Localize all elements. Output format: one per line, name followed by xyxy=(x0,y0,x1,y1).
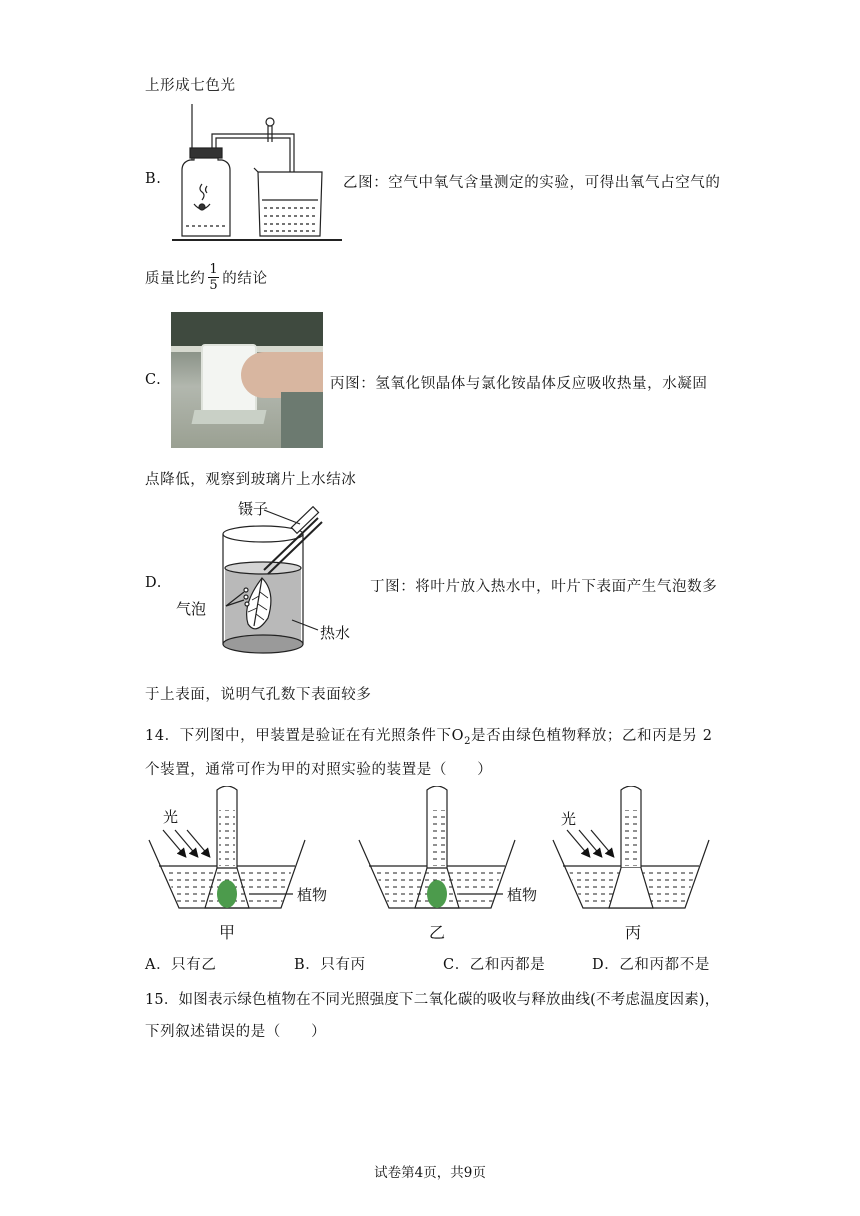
question-14-line2: 个装置，通常可作为甲的对照实验的装置是（ ） xyxy=(145,762,493,778)
option-d-text: 丁图：将叶片放入热水中，叶片下表面产生气泡数多 xyxy=(370,579,718,595)
figure-caption: 丙 xyxy=(625,923,642,942)
option-a[interactable]: A．只有乙 xyxy=(145,957,217,973)
plant-label: 植物 xyxy=(507,886,538,904)
text-line: 上形成七色光 xyxy=(145,78,236,94)
light-label: 光 xyxy=(163,808,179,826)
q14-figures xyxy=(145,786,715,946)
leaf-hot-water-figure xyxy=(168,496,368,668)
figure-caption: 乙 xyxy=(429,923,446,942)
question-14-line1 xyxy=(145,724,713,747)
fraction xyxy=(208,262,219,293)
option-b-continued xyxy=(145,262,268,293)
option-d[interactable]: D．乙和丙都不是 xyxy=(592,957,710,973)
option-b[interactable]: B．只有丙 xyxy=(294,957,366,973)
hot-water-label: 热水 xyxy=(320,624,351,642)
oxygen-measurement-figure xyxy=(172,104,347,246)
option-b-text: 乙图：空气中氧气含量测定的实验，可得出氧气占空气的 xyxy=(343,175,721,191)
option-d-label: D. xyxy=(145,575,162,591)
question-15-line1: 15．如图表示绿色植物在不同光照强度下二氧化碳的吸收与释放曲线(不考虑温度因素)， xyxy=(145,992,720,1008)
text-fragment: 14．下列图中，甲装置是验证在有光照条件下 xyxy=(145,728,452,744)
fraction-numerator: 1 xyxy=(209,262,219,277)
text-fragment: 是否由绿色植物释放；乙和丙是另 2 xyxy=(471,728,713,744)
option-c-label: C. xyxy=(145,372,162,388)
question-15-line2: 下列叙述错误的是（ ） xyxy=(145,1024,327,1040)
text-fragment: 质量比约 xyxy=(145,271,206,287)
o2-formula: $O_2$ xyxy=(451,728,472,747)
option-c[interactable]: C．乙和丙都是 xyxy=(443,957,546,973)
page-footer: 试卷第4页，共9页 xyxy=(374,1165,486,1181)
option-d-continued: 于上表面，说明气孔数下表面较多 xyxy=(145,687,372,703)
beaker-photo xyxy=(171,312,323,448)
figure-caption: 甲 xyxy=(219,923,236,942)
fraction-denominator: 5 xyxy=(209,278,219,293)
plant-label: 植物 xyxy=(297,886,328,904)
option-c-continued: 点降低，观察到玻璃片上水结冰 xyxy=(145,472,357,488)
option-c-text: 丙图：氢氧化钡晶体与氯化铵晶体反应吸收热量，水凝固 xyxy=(330,376,708,392)
text-fragment: 的结论 xyxy=(222,271,268,287)
tweezers-label: 镊子 xyxy=(238,500,269,518)
option-b-label: B. xyxy=(145,171,162,187)
bubbles-label: 气泡 xyxy=(176,600,207,618)
light-label: 光 xyxy=(561,810,577,828)
